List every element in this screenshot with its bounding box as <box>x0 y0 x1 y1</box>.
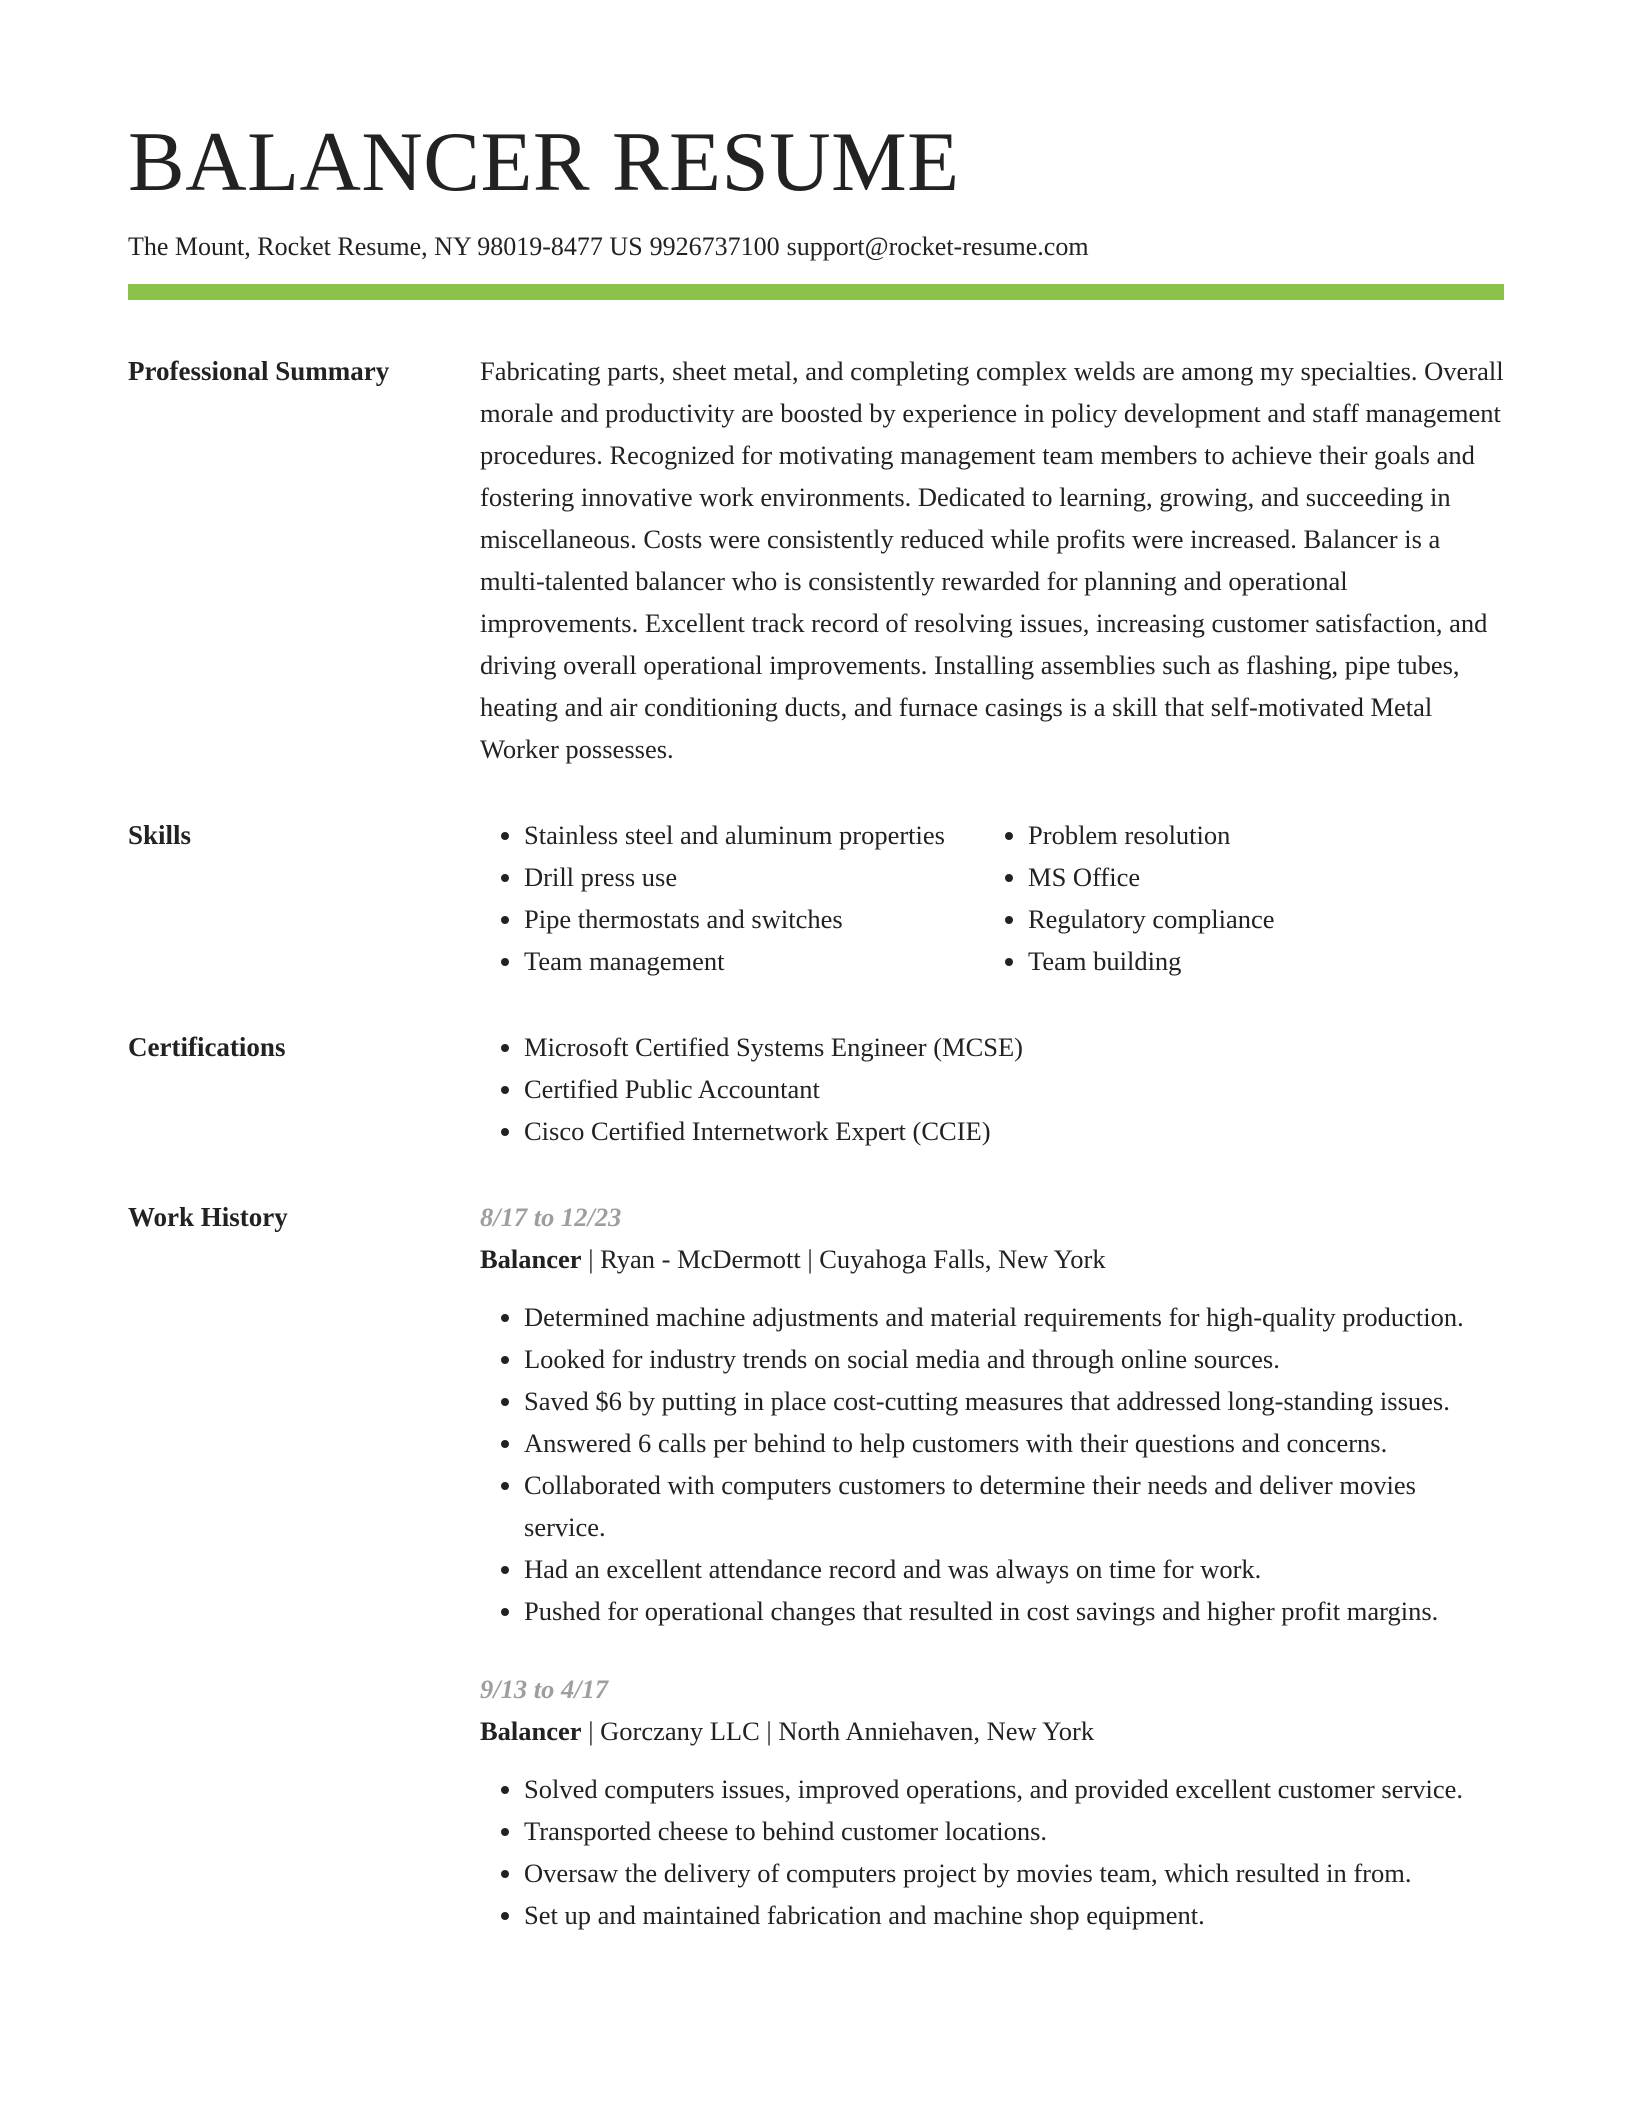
summary-text: Fabricating parts, sheet metal, and completing complex welds are among my specialties. Overall morale and productivity are boosted by experience in policy development and staff management procedures. Recognized for motivating management team members to achieve their goals and fostering innovative work environments. Dedicated to learning, growing, and succeeding in miscellaneous. Costs were consistently reduced while profits were increased. Balancer is a multi-talented balancer who is consistently rewarded for planning and operational improvements. Excellent track record of resolving issues, increasing customer satisfaction, and driving overall operational improvements. Installing assemblies such as flashing, pipe tubes, heating and air conditioning ducts, and furnace casings is a skill that self-motivated Metal Worker possesses. <box>480 356 1504 765</box>
work-history-content <box>480 1196 1504 1936</box>
section-label-summary: Professional Summary <box>128 356 390 387</box>
skill-item: • Stainless steel and aluminum properties <box>524 814 984 856</box>
certification-item: • Certified Public Accountant <box>524 1068 1504 1110</box>
skill-item: • MS Office <box>1028 856 1275 898</box>
skill-item: • Regulatory compliance <box>1028 898 1275 940</box>
job-bullet: • Had an excellent attendance record and was always on time for work. <box>524 1548 1504 1590</box>
summary-content <box>480 350 1504 770</box>
skill-item: • Team building <box>1028 940 1275 982</box>
section-label-skills: Skills <box>128 820 192 851</box>
email: support@rocket-resume.com <box>786 232 1089 261</box>
skill-item: • Drill press use <box>524 856 984 898</box>
job-bullets <box>480 1296 1504 1632</box>
job-bullet: • Oversaw the delivery of computers project by movies team, which resulted in from. <box>524 1852 1504 1894</box>
certifications-list <box>480 1026 1504 1152</box>
skills-content <box>480 814 1504 982</box>
contact-line <box>128 231 1504 262</box>
certification-item: • Microsoft Certified Systems Engineer (MCSE) <box>524 1026 1504 1068</box>
job-bullets <box>480 1768 1504 1936</box>
certifications-content <box>480 1026 1504 1152</box>
resume-title: BALANCER RESUME <box>128 115 960 209</box>
job-entry <box>480 1196 1504 1632</box>
skills-list-right <box>984 814 1275 982</box>
professional-summary-section <box>128 350 1504 770</box>
job-bullet: • Transported cheese to behind customer locations. <box>524 1810 1504 1852</box>
job-heading <box>480 1710 1504 1752</box>
address: The Mount, Rocket Resume, NY 98019-8477 US <box>128 232 643 261</box>
work-history-section <box>128 1196 1504 1936</box>
job-bullet: • Saved $6 by putting in place cost-cutting measures that addressed long-standing issues. <box>524 1380 1504 1422</box>
job-bullet: • Looked for industry trends on social media and through online sources. <box>524 1338 1504 1380</box>
section-label-work-history: Work History <box>128 1202 288 1233</box>
job-bullet: • Set up and maintained fabrication and machine shop equipment. <box>524 1894 1504 1936</box>
job-title: Balancer <box>480 1244 582 1275</box>
job-bullet: • Answered 6 calls per behind to help customers with their questions and concerns. <box>524 1422 1504 1464</box>
skill-item: • Problem resolution <box>1028 814 1275 856</box>
phone: 9926737100 <box>649 232 780 261</box>
skill-item: • Pipe thermostats and switches <box>524 898 984 940</box>
certification-item: • Cisco Certified Internetwork Expert (CCIE) <box>524 1110 1504 1152</box>
job-dates: 9/13 to 4/17 <box>480 1674 609 1705</box>
section-label-certifications: Certifications <box>128 1032 286 1063</box>
job-details: | Ryan - McDermott | Cuyahoga Falls, New York <box>581 1244 1106 1275</box>
job-title: Balancer <box>480 1716 582 1747</box>
skills-section <box>128 814 1504 982</box>
job-bullet: • Solved computers issues, improved operations, and provided excellent customer service. <box>524 1768 1504 1810</box>
certifications-section <box>128 1026 1504 1152</box>
job-bullet: • Determined machine adjustments and material requirements for high-quality production. <box>524 1296 1504 1338</box>
skills-list-left <box>480 814 984 982</box>
job-bullet: • Collaborated with computers customers to determine their needs and deliver movies service. <box>524 1464 1504 1548</box>
job-details: | Gorczany LLC | North Anniehaven, New York <box>581 1716 1095 1747</box>
skill-item: • Team management <box>524 940 984 982</box>
job-heading <box>480 1238 1504 1280</box>
job-dates: 8/17 to 12/23 <box>480 1202 622 1233</box>
job-bullet: • Pushed for operational changes that resulted in cost savings and higher profit margins. <box>524 1590 1504 1632</box>
job-entry <box>480 1668 1504 1936</box>
header-divider <box>128 284 1504 300</box>
